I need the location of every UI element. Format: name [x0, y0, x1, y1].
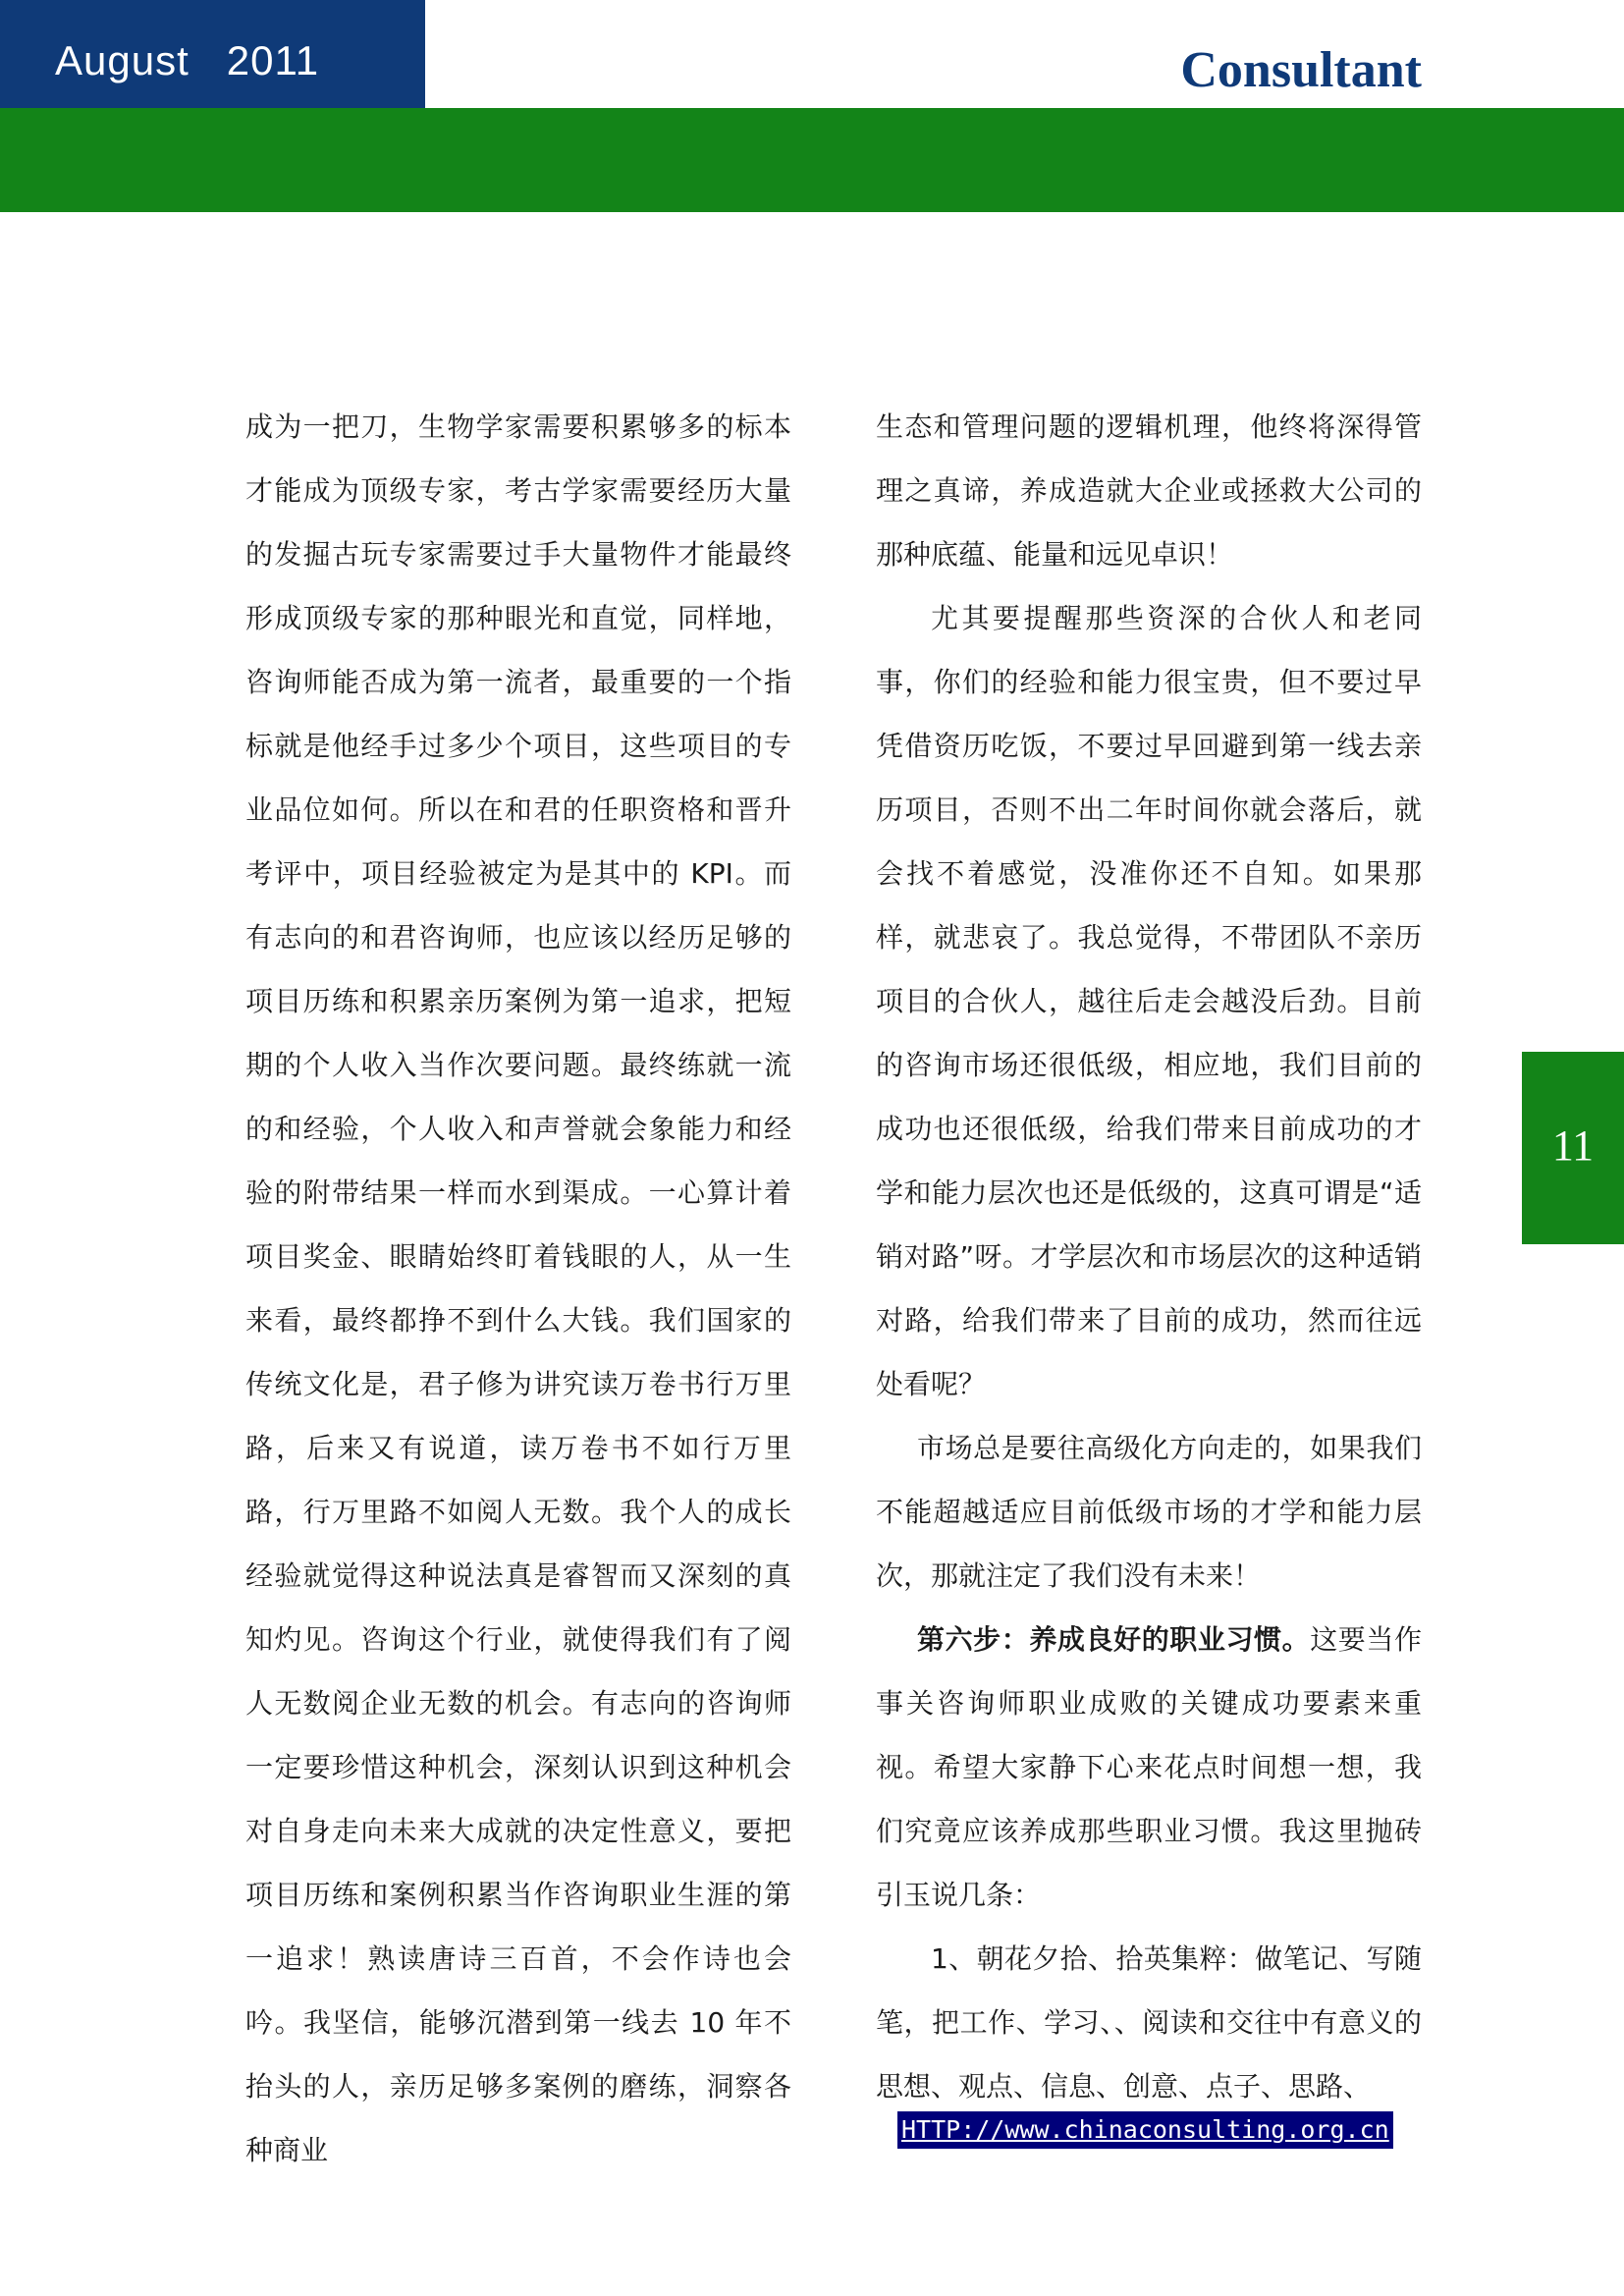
footer-url-link[interactable]: HTTP://www.chinaconsulting.org.cn: [897, 2111, 1393, 2149]
step-six-heading: 第六步：养成良好的职业习惯。: [917, 1623, 1311, 1656]
magazine-title: Consultant: [1180, 42, 1422, 98]
step-six-text: 这要当作事关咨询师职业成败的关键成功要素来重视。希望大家静下心来花点时间想一想，我们究竟应该养成那些职业习惯。我这里抛砖引玉说几条：: [876, 1623, 1422, 1911]
header-green-band: [0, 108, 1624, 212]
paragraph-1: 生态和管理问题的逻辑机理，他终将深得管理之真谛，养成造就大企业或拯救大公司的那种底蕴、能量和远见卓识！: [876, 410, 1422, 571]
left-column: [245, 395, 791, 2182]
page-number-tab: [1522, 1052, 1624, 1244]
right-column: [876, 395, 1422, 2118]
paragraph-3: 市场总是要往高级化方向走的，如果我们不能超越适应目前低级市场的才学和能力层次，那就注定了我们没有未来！: [876, 1432, 1422, 1592]
issue-date: August 2011: [55, 37, 320, 83]
page-number: 11: [1551, 1121, 1595, 1170]
paragraph-2: 尤其要提醒那些资深的合伙人和老同事，你们的经验和能力很宝贵，但不要过早凭借资历吃饭，不要过早回避到第一线去亲历项目，否则不出二年时间你就会落后，就会找不着感觉，没准你还不自知。如果那样，就悲哀了。我总觉得，不带团队不亲历项目的合伙人，越往后走会越没后劲。目前的咨询市场还很低级，相应地，我们目前的成功也还很低级，给我们带来目前成功的才学和能力层次也还是低级的，这真可谓是“适销对路”呀。才学层次和市场层次的这种适销对路，给我们带来了目前的成功，然而往远处看呢？: [876, 602, 1422, 1400]
header-date-bar: [0, 0, 425, 108]
paragraph-5: 1、朝花夕拾、拾英集粹：做笔记、写随笔，把工作、学习、、阅读和交往中有意义的思想、观点、信息、创意、点子、思路、: [876, 1942, 1422, 2103]
left-column-text: 成为一把刀，生物学家需要积累够多的标本才能成为顶级专家，考古学家需要经历大量的发掘古玩专家需要过手大量物件才能最终形成顶级专家的那种眼光和直觉，同样地，咨询师能否成为第一流者，最重要的一个指标就是他经手过多少个项目，这些项目的专业品位如何。所以在和君的任职资格和晋升考评中，项目经验被定为是其中的 KPI。而有志向的和君咨询师，也应该以经历足够的项目历练和积累亲历案例为第一追求，把短期的个人收入当作次要问题。最终练就一流的和经验，个人收入和声誉就会象能力和经验的附带结果一样而水到渠成。一心算计着项目奖金、眼睛始终盯着钱眼的人，从一生来看，最终都挣不到什么大钱。我们国家的传统文化是，君子修为讲究读万卷书行万里路，后来又有说道，读万卷书不如行万里路，行万里路不如阅人无数。我个人的成长经验就觉得这种说法真是睿智而又深刻的真知灼见。咨询这个行业，就使得我们有了阅人无数阅企业无数的机会。有志向的咨询师一定要珍惜这种机会，深刻认识到这种机会对自身走向未来大成就的决定性意义，要把项目历练和案例积累当作咨询职业生涯的第一追求！熟读唐诗三百首，不会作诗也会吟。我坚信，能够沉潜到第一线去 10 年不抬头的人，亲历足够多案例的磨练，洞察各种商业: [245, 410, 791, 2166]
paragraph-4: [876, 1608, 1422, 1927]
